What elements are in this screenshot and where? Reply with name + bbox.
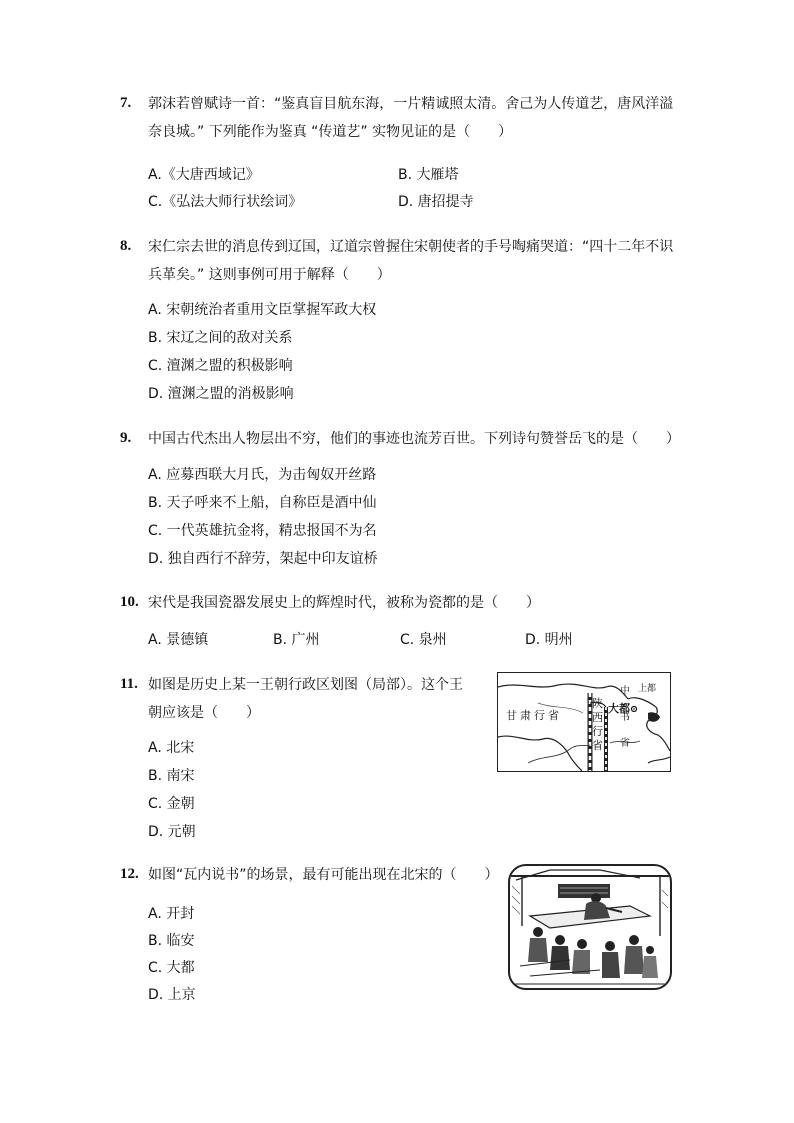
storytelling-drawing xyxy=(510,866,670,988)
question-8-option-a[interactable]: A. 宋朝统治者重用文臣掌握军政大权 xyxy=(148,302,377,318)
question-12-number: 12. xyxy=(120,866,139,882)
question-9-option-b[interactable]: B. 天子呼来不上船，自称臣是酒中仙 xyxy=(148,495,377,511)
question-10-stem-line-1: 宋代是我国瓷器发展史上的辉煌时代，被称为瓷都的是（ ） xyxy=(148,595,540,611)
question-7-number: 7. xyxy=(120,95,132,111)
map-label-gansu: 甘肃行省 xyxy=(506,709,562,722)
yuan-administrative-map xyxy=(497,672,671,772)
question-11-option-c[interactable]: C. 金朝 xyxy=(148,796,195,812)
question-11-stem-line-1: 如图是历史上某一王朝行政区划图（局部）。这个王 xyxy=(148,677,463,693)
question-10-option-b[interactable]: B. 广州 xyxy=(273,632,320,648)
question-11-option-a[interactable]: A. 北宋 xyxy=(148,740,195,756)
question-7-option-c[interactable]: C.《弘法大师行状绘词》 xyxy=(148,194,303,210)
question-10-option-d[interactable]: D. 明州 xyxy=(525,632,573,648)
map-label-shangdu: 上都 xyxy=(638,684,657,694)
question-8-option-b[interactable]: B. 宋辽之间的敌对关系 xyxy=(148,330,293,346)
question-7-stem-line-1: 郭沫若曾赋诗一首：“鉴真盲目航东海，一片精诚照太清。舍己为人传道艺，唐风洋溢 xyxy=(148,96,674,112)
question-12-stem-line-1: 如图“瓦内说书”的场景，最有可能出现在北宋的（ ） xyxy=(148,867,499,883)
question-11-option-d[interactable]: D. 元朝 xyxy=(148,824,196,840)
question-10-number: 10. xyxy=(120,594,139,610)
question-10-option-c[interactable]: C. 泉州 xyxy=(400,632,447,648)
question-11-stem-line-2: 朝应该是（ ） xyxy=(148,705,260,721)
question-12-option-c[interactable]: C. 大都 xyxy=(148,960,195,976)
map-label-zhongshu: 中书省 xyxy=(620,686,630,749)
question-11-number: 11. xyxy=(120,676,138,692)
question-7-stem-line-2: 奈良城。” 下列能作为鉴真 “传道艺” 实物见证的是（ ） xyxy=(148,124,513,140)
question-8-option-c[interactable]: C. 澶渊之盟的积极影响 xyxy=(148,358,293,374)
question-8-number: 8. xyxy=(120,238,132,254)
question-7-option-d[interactable]: D. 唐招提寺 xyxy=(398,194,474,210)
question-8-option-d[interactable]: D. 澶渊之盟的消极影响 xyxy=(148,386,294,402)
question-7-option-b[interactable]: B. 大雁塔 xyxy=(398,167,459,183)
question-12-option-d[interactable]: D. 上京 xyxy=(148,987,196,1003)
question-12-option-a[interactable]: A. 开封 xyxy=(148,906,195,922)
question-9-number: 9. xyxy=(120,430,132,446)
storytelling-illustration xyxy=(508,864,672,990)
question-9-stem-line-1: 中国古代杰出人物层出不穷，他们的事迹也流芳百世。下列诗句赞誉岳飞的是（ ） xyxy=(148,431,680,447)
question-9-option-d[interactable]: D. 独自西行不辞劳，架起中印友谊桥 xyxy=(148,551,378,567)
question-9-option-c[interactable]: C. 一代英雄抗金将，精忠报国不为名 xyxy=(148,523,377,539)
question-10-option-a[interactable]: A. 景德镇 xyxy=(148,632,209,648)
question-8-stem-line-2: 兵革矣。” 这则事例可用于解释（ ） xyxy=(148,267,391,283)
question-9-option-a[interactable]: A. 应募西联大月氏，为击匈奴开丝路 xyxy=(148,467,377,483)
question-11-option-b[interactable]: B. 南宋 xyxy=(148,768,195,784)
map-label-shaanxi: 陕西行省 xyxy=(592,697,603,752)
question-12-option-b[interactable]: B. 临安 xyxy=(148,933,195,949)
question-8-stem-line-1: 宋仁宗去世的消息传到辽国，辽道宗曾握住宋朝使者的手号啕痛哭道：“四十二年不识 xyxy=(148,239,674,255)
question-7-option-a[interactable]: A.《大唐西域记》 xyxy=(148,167,260,183)
map-label-dadu: 大都 xyxy=(608,702,630,715)
